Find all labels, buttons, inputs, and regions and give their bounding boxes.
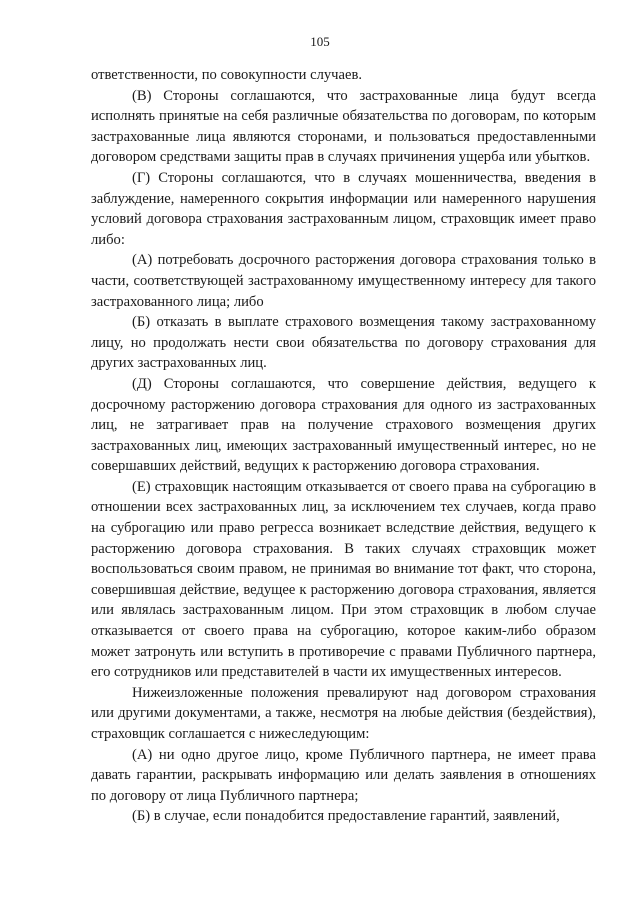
- paragraph-subclause-b: (Б) отказать в выплате страхового возмещения такому застрахованному лицу, но продолжать нести свои обязательства по договору страхования для других застрахованных лиц.: [91, 314, 596, 372]
- paragraph-clause-e: (Е) страховщик настоящим отказывается от своего права на суброгацию в отношении всех застрахованных лиц, за исключением тех случаев, когда право на суброгацию или право регресса возникает вследствие действия, ведущего к расторжению договора страхования. В таких случаях страховщик может воспользоваться своим правом, не принимая во внимание тот факт, что сторона, совершившая действие, ведущее к расторжению договора страхования, является или являлась застрахованным лицом. При этом страховщик в любом случае отказывается от своего права на суброгацию, которое каким-либо образом может затронуть или вступить в противоречие с правами Публичного партнера, его сотрудников или представителей в части их имущественных интересов.: [91, 478, 596, 681]
- paragraph-provision-a: (А) ни одно другое лицо, кроме Публичного партнера, не имеет права давать гарантии, раскрывать информацию или делать заявления в отношениях по договору от лица Публичного партнера;: [91, 746, 596, 804]
- document-body: [91, 65, 596, 827]
- paragraph-clause-d: (Д) Стороны соглашаются, что совершение действия, ведущего к досрочному расторжению договора страхования для одного из застрахованных лиц, не затрагивает прав на получение страхового возмещения других застрахованных лиц, имеющих застрахованный имущественный интерес, но не совершавших действий, ведущих к расторжению договора страхования.: [91, 375, 596, 475]
- paragraph-provisions-intro: Нижеизложенные положения превалируют над договором страхования или другими документами, а также, несмотря на любые действия (бездействия), страховщик соглашается с нижеследующим:: [91, 684, 596, 742]
- page-number: 105: [310, 34, 330, 49]
- paragraph-clause-v: (В) Стороны соглашаются, что застрахованные лица будут всегда исполнять принятые на себя различные обязательства по договорам, по которым застрахованные лица являются сторонами, и пользоваться предоставленными договором средствами защиты прав в случаях причинения ущерба или убытков.: [91, 87, 596, 166]
- paragraph-subclause-a: (А) потребовать досрочного расторжения договора страхования только в части, соответствующей застрахованному имущественному интересу для такого застрахованного лица; либо: [91, 252, 596, 310]
- paragraph-clause-g: (Г) Стороны соглашаются, что в случаях мошенничества, введения в заблуждение, намеренного сокрытия информации или намеренного нарушения условий договора страхования застрахованным лицом, страховщик имеет право либо:: [91, 169, 596, 248]
- paragraph-provision-b: (Б) в случае, если понадобится предоставление гарантий, заявлений,: [132, 808, 560, 825]
- paragraph-continuation: ответственности, по совокупности случаев.: [91, 67, 362, 83]
